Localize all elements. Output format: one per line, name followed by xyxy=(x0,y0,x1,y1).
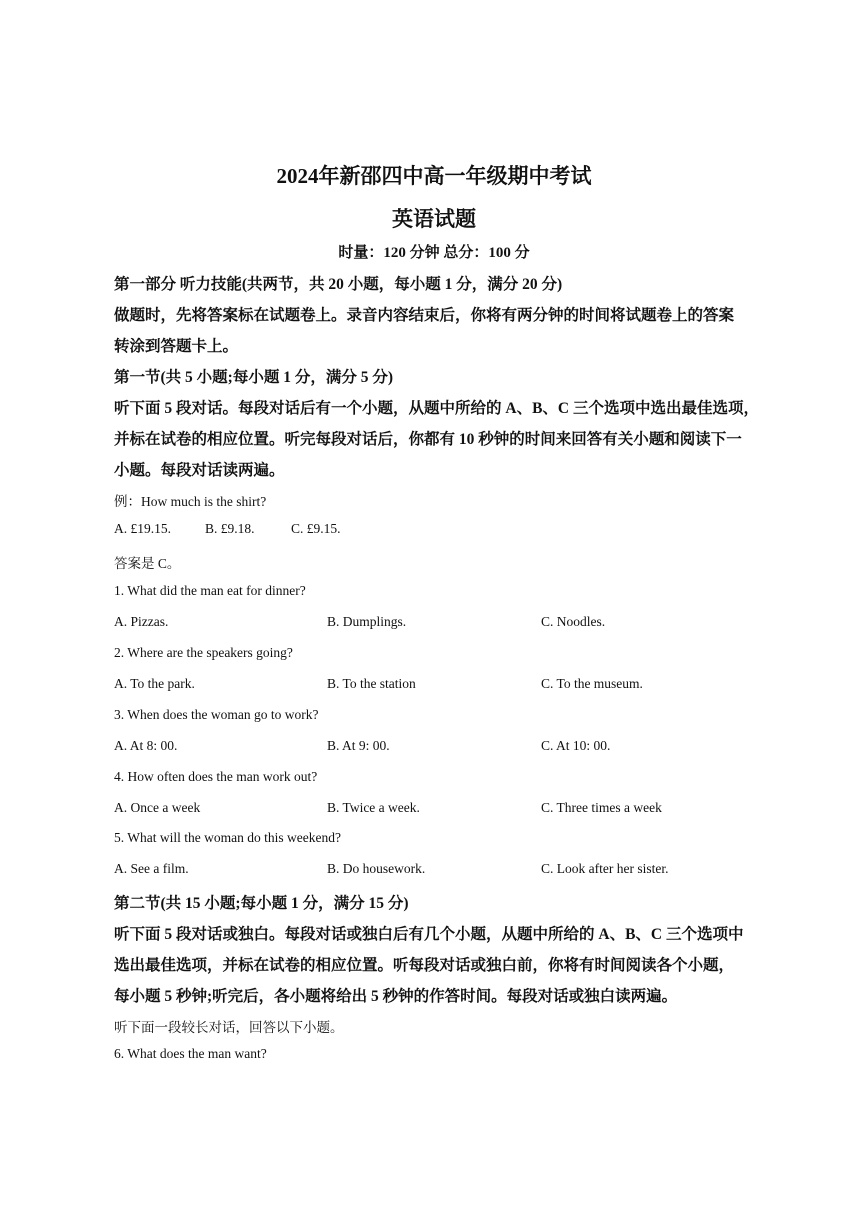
question-1: 1. What did the man eat for dinner? xyxy=(114,583,306,598)
section1-instruction-line3: 小题。每段对话读两遍。 xyxy=(114,462,285,479)
section2-heading: 第二节(共 15 小题;每小题 1 分，满分 15 分) xyxy=(114,895,409,912)
example-option-a: A. £19.15. xyxy=(114,521,171,536)
part1-instruction-line2: 转涂到答题卡上。 xyxy=(114,338,239,355)
question-4-option-b: B. Twice a week. xyxy=(327,800,420,815)
question-5: 5. What will the woman do this weekend? xyxy=(114,830,341,845)
example-option-c: C. £9.15. xyxy=(291,521,341,536)
question-1-option-a: A. Pizzas. xyxy=(114,614,169,629)
part1-heading: 第一部分 听力技能(共两节，共 20 小题，每小题 1 分，满分 20 分) xyxy=(114,276,563,293)
part1-instruction-line1: 做题时，先将答案标在试题卷上。录音内容结束后，你将有两分钟的时间将试题卷上的答案 xyxy=(114,307,735,324)
question-1-option-c: C. Noodles. xyxy=(541,614,606,629)
question-4-option-a: A. Once a week xyxy=(114,800,201,815)
question-2: 2. Where are the speakers going? xyxy=(114,645,293,660)
question-6: 6. What does the man want? xyxy=(114,1046,267,1061)
section1-instruction-line2: 并标在试卷的相应位置。听完每段对话后，你都有 10 秒钟的时间来回答有关小题和阅读下一 xyxy=(114,431,742,448)
exam-subtitle: 英语试题 xyxy=(392,207,476,231)
question-5-option-a: A. See a film. xyxy=(114,861,189,876)
question-3-option-a: A. At 8: 00. xyxy=(114,738,178,753)
example-question: 例：How much is the shirt? xyxy=(114,494,267,509)
section2-instruction-line2: 选出最佳选项，并标在试卷的相应位置。听每段对话或独白前，你将有时间阅读各个小题， xyxy=(114,957,735,974)
question-4: 4. How often does the man work out? xyxy=(114,769,318,784)
section2-instruction-line1: 听下面 5 段对话或独白。每段对话或独白后有几个小题，从题中所给的 A、B、C 三个选项中 xyxy=(114,926,744,943)
section2-note: 听下面一段较长对话，回答以下小题。 xyxy=(114,1020,344,1035)
example-answer: 答案是 C。 xyxy=(114,556,181,571)
question-5-option-c: C. Look after her sister. xyxy=(541,861,669,876)
question-3: 3. When does the woman go to work? xyxy=(114,707,319,722)
question-1-option-b: B. Dumplings. xyxy=(327,614,407,629)
exam-title: 2024年新邵四中高一年级期中考试 xyxy=(276,164,592,188)
question-4-option-c: C. Three times a week xyxy=(541,800,662,815)
section1-heading: 第一节(共 5 小题;每小题 1 分，满分 5 分) xyxy=(114,369,393,386)
section2-instruction-line3: 每小题 5 秒钟;听完后，各小题将给出 5 秒钟的作答时间。每段对话或独白读两遍。 xyxy=(114,988,678,1005)
section1-instruction-line1: 听下面 5 段对话。每段对话后有一个小题，从题中所给的 A、B、C 三个选项中选出最佳选项， xyxy=(114,400,759,417)
question-2-option-c: C. To the museum. xyxy=(541,676,643,691)
question-3-option-c: C. At 10: 00. xyxy=(541,738,611,753)
example-option-b: B. £9.18. xyxy=(205,521,255,536)
question-3-option-b: B. At 9: 00. xyxy=(327,738,390,753)
question-2-option-b: B. To the station xyxy=(327,676,416,691)
question-5-option-b: B. Do housework. xyxy=(327,861,426,876)
question-2-option-a: A. To the park. xyxy=(114,676,195,691)
exam-meta: 时量：120 分钟 总分：100 分 xyxy=(338,245,530,261)
